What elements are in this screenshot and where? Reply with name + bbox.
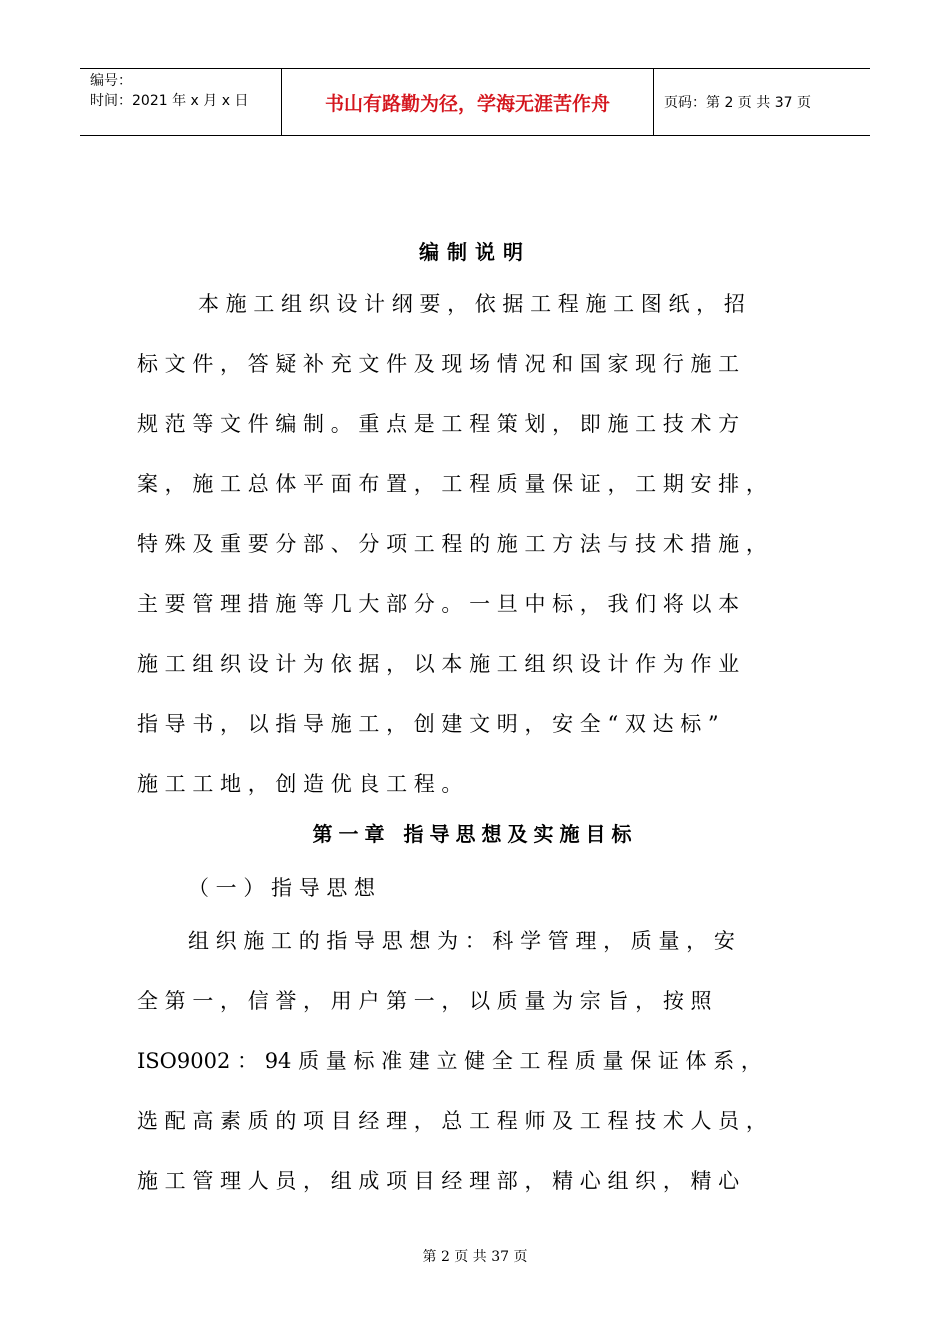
- chapter-title: 第一章 指导思想及实施目标: [312, 822, 638, 846]
- intro-line-5: 特 殊 及 重 要 分 部 、 分 项 工 程 的 施 工 方 法 与 技 术 措 施 ，: [137, 532, 767, 556]
- body-line-3: ISO9002 ： 94 质 量 标 准 建 立 健 全 工 程 质 量 保 证 体 系 ，: [137, 1049, 762, 1073]
- document-date-label: 时间：2021 年 x 月 x 日: [90, 93, 249, 109]
- body-line-2: 全 第 一 ， 信 誉 ， 用 户 第 一 ， 以 质 量 为 宗 旨 ， 按 照: [137, 989, 712, 1013]
- intro-line-7: 施 工 组 织 设 计 为 依 据 ， 以 本 施 工 组 织 设 计 作 为 作 业: [137, 652, 740, 676]
- intro-line-2: 标 文 件 ， 答 疑 补 充 文 件 及 现 场 情 况 和 国 家 现 行 施 工: [137, 352, 740, 376]
- subsection-title: （ 一 ） 指 导 思 想: [188, 876, 376, 900]
- body-line-1: 组 织 施 工 的 指 导 思 想 为 ： 科 学 管 理 ， 质 量 ， 安: [188, 929, 735, 953]
- intro-line-4: 案 ， 施 工 总 体 平 面 布 置 ， 工 程 质 量 保 证 ， 工 期 安 排 ，: [137, 472, 767, 496]
- intro-line-9: 施 工 工 地 ， 创 造 优 良 工 程 。: [137, 772, 463, 796]
- page-footer: 第 2 页 共 37 页: [422, 1249, 528, 1265]
- section-title: 编制说明: [419, 240, 531, 264]
- intro-line-6: 主 要 管 理 措 施 等 几 大 部 分 。 一 旦 中 标 ， 我 们 将 以 本: [137, 592, 740, 616]
- body-line-4: 选 配 高 素 质 的 项 目 经 理 ， 总 工 程 师 及 工 程 技 术 人 员 ，: [137, 1109, 767, 1133]
- body-line-5: 施 工 管 理 人 员 ， 组 成 项 目 经 理 部 ， 精 心 组 织 ， 精 心: [137, 1169, 740, 1193]
- header-meta-cell: [80, 69, 282, 135]
- page-header: [80, 68, 870, 136]
- document-number-label: 编号：: [90, 73, 132, 89]
- intro-line-1: 本 施 工 组 织 设 计 纲 要 ， 依 据 工 程 施 工 图 纸 ， 招: [198, 292, 745, 316]
- intro-line-3: 规 范 等 文 件 编 制 。 重 点 是 工 程 策 划 ， 即 施 工 技 术 方: [137, 412, 740, 436]
- header-page-info: 页码：第 2 页 共 37 页: [664, 95, 811, 111]
- intro-line-8: 指 导 书 ， 以 指 导 施 工 ， 创 建 文 明 ， 安 全 “ 双 达 标 ”: [137, 712, 719, 736]
- header-motto: 书山有路勤为径，学海无涯苦作舟: [282, 69, 654, 135]
